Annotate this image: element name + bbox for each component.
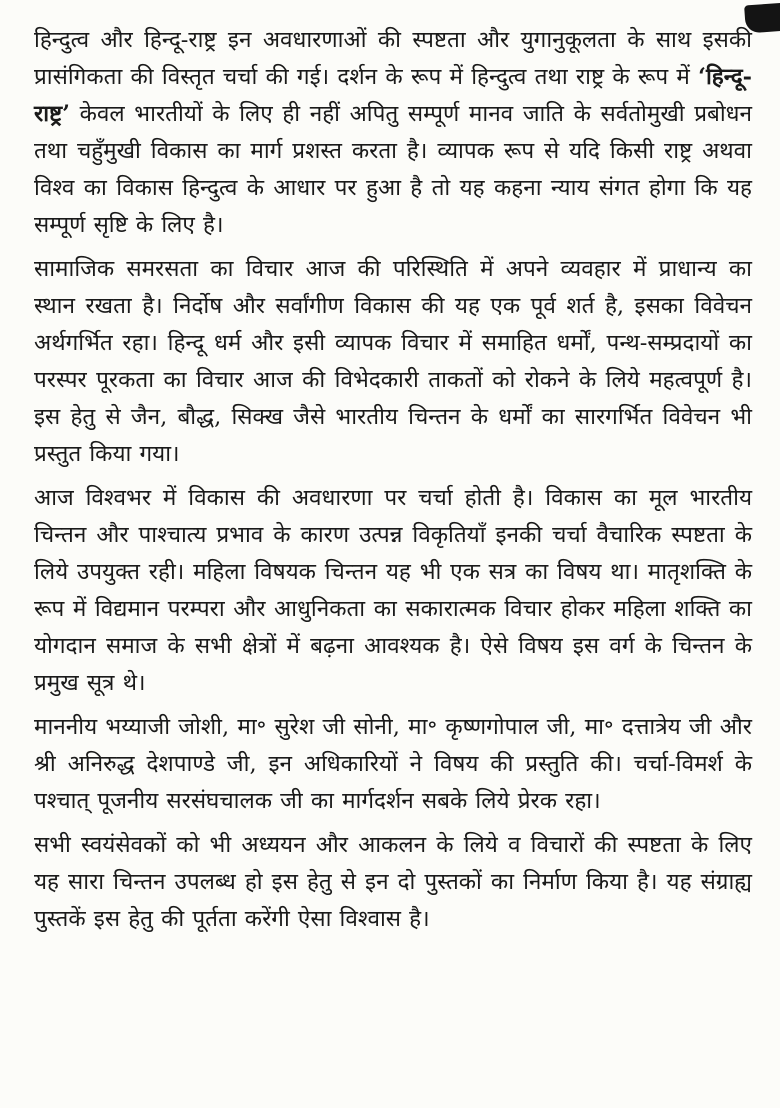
paragraph-1 <box>34 22 752 244</box>
paragraph-text: हिन्दुत्व और हिन्दू-राष्ट्र इन अवधारणाओं की स्पष्टता और युगानुकूलता के साथ इसकी प्रासंगिकता की विस्तृत चर्चा की गई। दर्शन के रूप में हिन्दुत्व तथा राष्ट्र के रूप में <box>34 27 752 90</box>
paragraph-text: केवल भारतीयों के लिए ही नहीं अपितु सम्पूर्ण मानव जाति के सर्वतोमुखी प्रबोधन तथा चहुँमुखी विकास का मार्ग प्रशस्त करता है। व्यापक रूप से यदि किसी राष्ट्र अथवा विश्व का विकास हिन्दुत्व के आधार पर हुआ है तो यह कहना न्याय संगत होगा कि यह सम्पूर्ण सृष्टि के लिए है। <box>34 101 752 238</box>
paragraph-text: सामाजिक समरसता का विचार आज की परिस्थिति में अपने व्यवहार में प्राधान्य का स्थान रखता है। निर्दोष और सर्वांगीण विकास की यह एक पूर्व शर्त है, इसका विवेचन अर्थगर्भित रहा। हिन्दू धर्म और इसी व्यापक विचार में समाहित धर्मों, पन्थ-सम्प्रदायों का परस्पर पूरकता का विचार आज की विभेदकारी ताकतों को रोकने के लिये महत्वपूर्ण है। इस हेतु से जैन, बौद्ध, सिक्ख जैसे भारतीय चिन्तन के धर्मों का सारगर्भित विवेचन भी प्रस्तुत किया गया। <box>34 256 752 467</box>
paragraph-text: आज विश्वभर में विकास की अवधारणा पर चर्चा होती है। विकास का मूल भारतीय चिन्तन और पाश्चात्य प्रभाव के कारण उत्पन्न विकृतियाँ इनकी चर्चा वैचारिक स्पष्टता के लिये उपयुक्त रही। महिला विषयक चिन्तन यह भी एक सत्र का विषय था। मातृशक्ति के रूप में विद्यमान परम्परा और आधुनिकता का सकारात्मक विचार होकर महिला शक्ति का योगदान समाज के सभी क्षेत्रों में बढ़ना आवश्यक है। ऐसे विषय इस वर्ग के चिन्तन के प्रमुख सूत्र थे। <box>34 485 752 696</box>
scan-corner-mark <box>744 3 780 33</box>
paragraph-text: सभी स्वयंसेवकों को भी अध्ययन और आकलन के लिये व विचारों की स्पष्टता के लिए यह सारा चिन्तन उपलब्ध हो इस हेतु से इन दो पुस्तकों का निर्माण किया है। यह संग्राह्य पुस्तकें इस हेतु की पूर्तता करेंगी ऐसा विश्वास है। <box>34 832 752 932</box>
paragraph-2 <box>34 251 752 473</box>
bold-term-hindu-rashtra: ‘हिन्दू-राष्ट्र’ <box>34 64 752 127</box>
paragraph-5 <box>34 827 752 938</box>
paragraph-text: माननीय भय्याजी जोशी, मा॰ सुरेश जी सोनी, मा॰ कृष्णगोपाल जी, मा॰ दत्तात्रेय जी और श्री अनिरुद्ध देशपाण्डे जी, इन अधिकारियों ने विषय की प्रस्तुति की। चर्चा-विमर्श के पश्चात् पूजनीय सरसंघचालक जी का मार्गदर्शन सबके लिये प्रेरक रहा। <box>34 714 752 814</box>
paragraph-3 <box>34 480 752 702</box>
paragraph-4 <box>34 709 752 820</box>
